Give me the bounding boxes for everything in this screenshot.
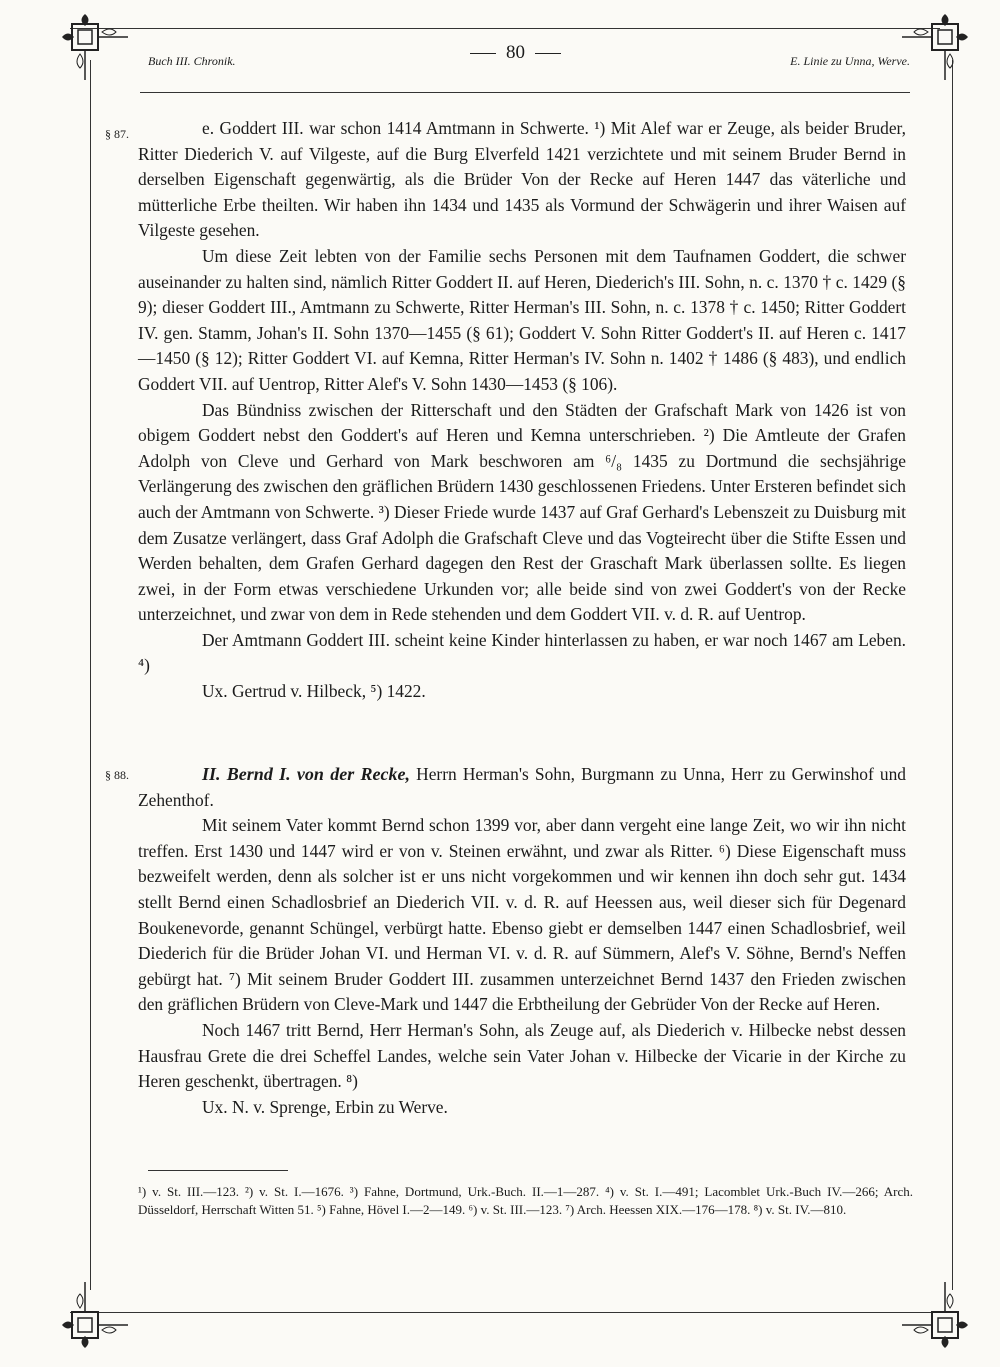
border-top-line — [70, 28, 940, 29]
running-header — [120, 40, 910, 76]
corner-ornament-bottom-right — [900, 1280, 972, 1352]
section-88-heading — [138, 762, 906, 813]
border-right-line — [952, 60, 953, 1290]
header-section-title: E. Linie zu Unna, Werve. — [790, 54, 910, 68]
header-rule — [140, 92, 910, 93]
section-87-paragraph-3: Das Bündniss zwischen der Ritterschaft und den Städten der Grafschaft Mark von 1426 ist von obigem Goddert nebst den Goddert's auf Heren und Kemna unterschrieben. ²) Die Amtleute der Grafen Adolph von Cleve und Gerhard von Mark beschworen am ⁶/₈ 1435 zu Dortmund die sechsjährige Verlängerung des zwischen den gräflichen Brüdern 1430 geschlossenen Friedens. Unter Ersteren befindet sich auch der Amtmann von Schwerte. ³) Dieser Friede wurde 1437 auf Graf Gerhard's Lebenszeit zu Duisburg mit dem Zusatze verlängert, dass Graf Adolph die Grafschaft Cleve und das Vogteirecht über die Stifte Essen und Werden behalten, dem Grafen Gerhard dagegen den Rest der Graschaft Mark überlassen sollte. Es liegen zwei, in der Form etwas verschiedene Urkunden vor; alle beide sind von zwei Goddert's von der Recke unterzeichnet, und zwar von dem in Rede stehenden und dem Goddert VII. v. d. R. auf Uentrop. — [138, 399, 906, 625]
section-88-paragraph-1: Mit seinem Vater kommt Bernd schon 1399 vor, aber dann vergeht eine lange Zeit, wo wir ihn nicht treffen. Erst 1430 und 1447 wird er von v. Steinen erwähnt, und zwar als Ritter. ⁶) Diese Eigenschaft muss bezweifelt werden, denn als solcher ist er uns nicht vorgekommen und wir kennen ihn doch sehr gut. 1434 stellt Bernd einen Schadlosbrief an Diederich VII. v. d. R. auf Heessen aus, weil dieser sich für Degenard Boukenevorde, genannt Schüngel, verbürgt hatte. Ebenso giebt er demselben 1447 einen Schadlosbrief, weil Diederich für die Brüder Johan VI. und Herman VI. v. d. R. auf Sümmern, Alef's V. Söhne, Bernd's Neffen gebürgt hat. ⁷) Mit seinem Bruder Goddert III. zusammen unterzeichnet Bernd 1437 den Frieden zwischen den gräflichen Brüdern von Cleve-Mark und 1447 die Erbtheilung der Gebrüder Von der Recke auf Heren. — [138, 815, 906, 1015]
section-87-paragraph-4: Der Amtmann Goddert III. scheint keine Kinder hinterlassen zu haben, er war noch 1467 am Leben. ⁴) — [138, 629, 906, 676]
section-88-paragraph-3: Ux. N. v. Sprenge, Erbin zu Werve. — [202, 1096, 448, 1117]
corner-ornament-bottom-left — [58, 1280, 130, 1352]
section-88-title-rest: Herrn Herman's Sohn, Burgmann zu Unna, Herr zu Gerwinshof und Zehenthof. — [138, 764, 907, 810]
footnote-rule — [148, 1170, 288, 1171]
page-number — [460, 42, 571, 64]
footnotes: ¹) v. St. III.—123. ²) v. St. I.—1676. ³) Fahne, Dortmund, Urk.-Buch. II.—1—287. ⁴) v. St. I.—491; Lacomblet Urk.-Buch IV.—266; Arch. Düsseldorf, Herrschaft Witten 51. ⁵) Fahne, Hövel I.—2—149. ⁶) v. St. III.—123. ⁷) Arch. Heessen XIX.—176—178. ⁸) v. St. IV.—810. — [138, 1184, 913, 1217]
header-book-title: Buch III. Chronik. — [148, 54, 236, 68]
section-88-title: II. Bernd I. von der Recke, — [202, 764, 410, 784]
section-87 — [138, 116, 906, 705]
section-88-paragraph-2: Noch 1467 tritt Bernd, Herr Herman's Sohn, als Zeuge auf, als Diederich v. Hilbecke nebst dessen Hausfrau Grete die drei Scheffel Landes, welche sein Vater Johan v. Hilbecke der Vicarie in der Kirche zu Heren geschenkt, übertragen. ⁸) — [138, 1019, 906, 1092]
section-87-number: § 87. — [105, 127, 129, 141]
section-88 — [138, 762, 906, 1120]
section-88-number: § 88. — [105, 768, 129, 782]
section-87-paragraph-1: e. Goddert III. war schon 1414 Amtmann in Schwerte. ¹) Mit Alef war er Zeuge, als beider Bruder, Ritter Diederich V. auf Vilgeste, auf die Burg Elverfeld 1421 verzichtete und mit seinem Bruder Bernd in derselben Eigenschaft gegenwärtig, als die Brüder Von der Recke auf Heren 1447 das väterliche und mütterliche Erbe theilten. Wir haben ihn 1434 und 1435 als Vormund der Schwägerin und ihrer Waisen auf Vilgeste gesehen. — [138, 118, 906, 241]
page-number-text: 80 — [506, 42, 525, 63]
corner-ornament-top-right — [900, 10, 972, 82]
section-87-paragraph-5: Ux. Gertrud v. Hilbeck, ⁵) 1422. — [202, 681, 426, 702]
border-left-line — [90, 60, 91, 1290]
section-87-paragraph-2: Um diese Zeit lebten von der Familie sechs Personen mit dem Taufnamen Goddert, die schwer auseinander zu halten sind, nämlich Ritter Goddert II. auf Heren, Diederich's III. Sohn, n. c. 1370 † c. 1429 (§ 9); dieser Goddert III., Amtmann zu Schwerte, Ritter Herman's III. Sohn, n. c. 1378 † c. 1450; Ritter Goddert IV. gen. Stamm, Johan's II. Sohn 1370—1455 (§ 61); Goddert V. Sohn Ritter Goddert's II. auf Heren c. 1417—1450 (§ 12); Ritter Goddert VI. auf Kemna, Ritter Herman's IV. Sohn n. 1402 † 1486 (§ 483), und endlich Goddert VII. auf Uentrop, Ritter Alef's V. Sohn 1430—1453 (§ 106). — [138, 245, 906, 394]
border-bottom-line — [70, 1312, 940, 1313]
